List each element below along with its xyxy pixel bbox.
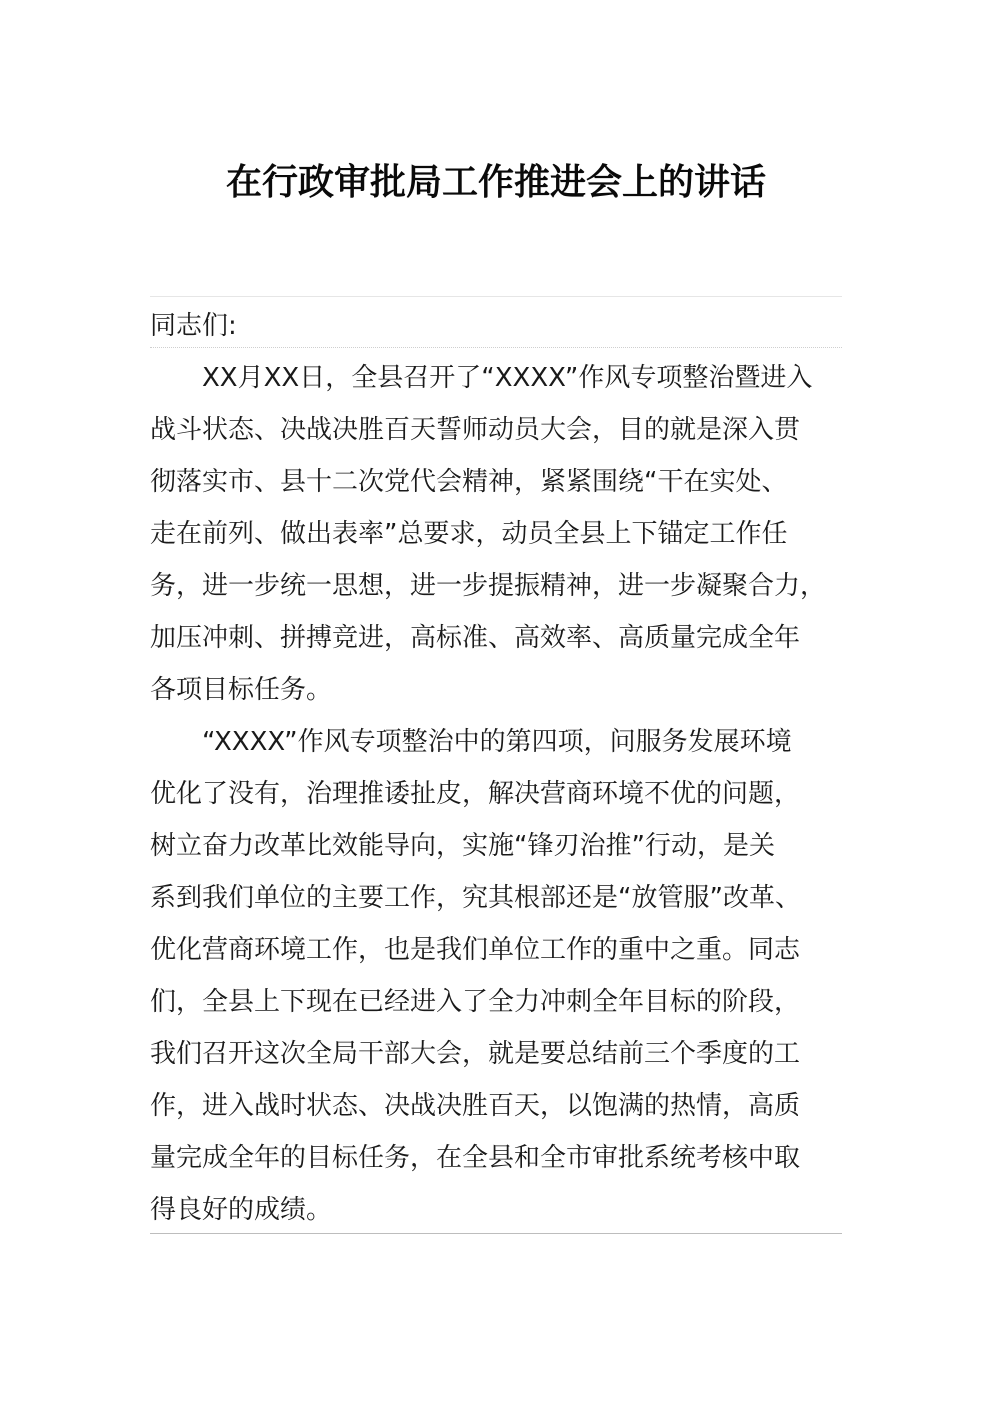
text-line: 加压冲刺、拼搏竞进，高标准、高效率、高质量完成全年: [150, 623, 801, 653]
document-body: [150, 352, 842, 1236]
text-line: “XXXX”作风专项整治中的第四项，问服务发展环境: [202, 727, 792, 757]
text-line: 作，进入战时状态、决战决胜百天，以饱满的热情，高质: [150, 1091, 801, 1121]
text-line: 各项目标任务。: [150, 675, 333, 705]
text-line: 优化营商环境工作，也是我们单位工作的重中之重。同志: [150, 935, 801, 965]
text-line: 得良好的成绩。: [150, 1195, 333, 1225]
text-line: 战斗状态、决战决胜百天誓师动员大会，目的就是深入贯: [150, 415, 801, 445]
text-line: 们，全县上下现在已经进入了全力冲刺全年目标的阶段，: [150, 987, 801, 1017]
text-line: 走在前列、做出表率”总要求，动员全县上下锚定工作任: [150, 519, 788, 549]
text-line: XX月XX日，全县召开了“XXXX”作风专项整治暨进入: [202, 363, 813, 393]
text-line: 树立奋力改革比效能导向，实施“锋刃治推”行动，是关: [150, 831, 775, 861]
text-line: 务，进一步统一思想，进一步提振精神，进一步凝聚合力，: [150, 571, 827, 601]
paragraph-2: [150, 716, 842, 1236]
bottom-divider: [150, 1233, 842, 1234]
document-title: 在行政审批局工作推进会上的讲话: [225, 161, 766, 203]
text-line: 我们召开这次全局干部大会，就是要总结前三个季度的工: [150, 1039, 801, 1069]
text-line: 彻落实市、县十二次党代会精神，紧紧围绕“干在实处、: [150, 467, 788, 497]
top-divider: [150, 296, 842, 297]
text-line: 量完成全年的目标任务，在全县和全市审批系统考核中取: [150, 1143, 801, 1173]
text-line: 优化了没有，治理推诿扯皮，解决营商环境不优的问题，: [150, 779, 801, 809]
paragraph-1: [150, 352, 842, 716]
salutation: 同志们:: [150, 311, 237, 341]
salutation-divider: [150, 347, 842, 348]
text-line: 系到我们单位的主要工作，究其根部还是“放管服”改革、: [150, 883, 801, 913]
